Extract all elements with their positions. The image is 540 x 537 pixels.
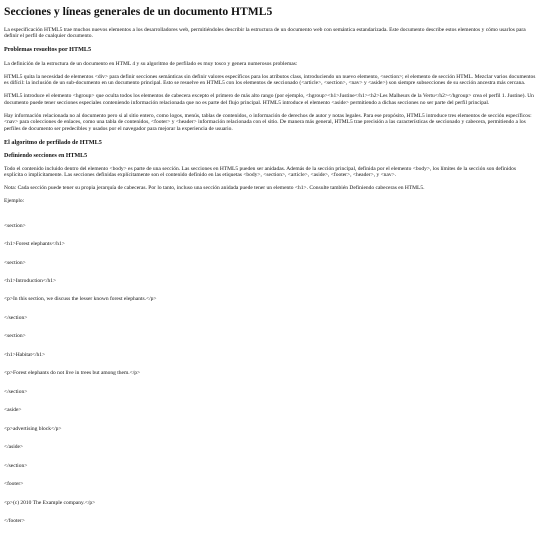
example-line-4: <h1>Introduction</h1> [4, 277, 57, 284]
example-line-3: <section> [4, 259, 26, 266]
example-line-9: <p>Forest elephants do not live in trees but among them.</p> [4, 370, 141, 377]
example-line-6: </section> [4, 314, 28, 321]
page-title: Secciones y líneas generales de un documento HTML5 [4, 5, 273, 18]
example-label: Ejemplo: [4, 197, 25, 204]
example-line-7: <section> [4, 333, 26, 340]
example-line-1: <section> [4, 222, 26, 229]
intro-paragraph: La especificación HTML5 trae muchos nuevos elementos a los desarrolladores web, permitiéndoles describir la estructura de un documento web con semántica estandarizada. Este documento describe estos elementos y cómo usarlos para definir el perfil de cualquier documento. [4, 26, 526, 40]
algorithm-note: Nota: Cada sección puede tener su propia jerarquía de cabeceras. Por lo tanto, incluso una sección anidada puede tener un elemento <h1>. Consulte también Definiendo cabeceras en HTML5. [4, 184, 425, 191]
algorithm-subheading: Definiendo secciones en HTML5 [4, 153, 88, 160]
example-line-16: <p>(c) 2010 The Example company.</p> [4, 499, 96, 506]
example-line-15: <footer> [4, 481, 24, 488]
problems-paragraph-1: La definición de la estructura de un documento en HTML 4 y su algoritmo de perfilado es muy tosco y genera numerosos problemas: [4, 60, 298, 67]
example-line-12: <p>advertising block</p> [4, 425, 62, 432]
example-line-2: <h1>Forest elephants</h1> [4, 241, 65, 248]
example-line-14: </section> [4, 462, 28, 469]
example-line-13: </aside> [4, 444, 24, 451]
example-line-17: </footer> [4, 518, 25, 525]
algorithm-heading: El algoritmo de perfilado de HTML5 [4, 139, 102, 146]
problems-paragraph-2: HTML5 quita la necesidad de elementos <div> para definir secciones semánticas sin definir valores específicos para los atributos class, introduciendo un nuevo elemento, <section>; el elemento de sección HTML. Mezclar varios documentos es difícil: la inclusión de un sub-documento en un documento principal. Esto se resuelve en HTML5 con los elementos de seccionado (<article>, <section>, <nav> y <aside>) son siempre subsecciones de su sección ancestra más cercana. [4, 73, 536, 87]
example-line-10: </section> [4, 388, 28, 395]
example-line-5: <p>In this section, we discuss the lesser known forest elephants.</p> [4, 296, 157, 303]
algorithm-paragraph: Todo el contenido incluido dentro del elemento <body> es parte de una sección. Las secciones en HTML5 pueden ser anidadas. Además de la sección principal, definida por el elemento <body>, los límites de la sección son definidos explícita o implícitamente. Las secciones definidas explícitamente son el contenido definido en las etiquetas <body>, <section>, <article>, <aside>, <footer>, <header>, y <nav>. [4, 166, 517, 179]
example-line-8: <h1>Habitat</h1> [4, 351, 46, 358]
problems-paragraph-4: Hay información relacionada no al documento pero si al sitio entero, como logos, menús, tablas de contenidos, o información de derechos de autor y notas legales. Para ese propósito, HTML5 introduce tres elementos de sección específicos: <nav> para colecciones de enlaces, como una tabla de contenidos, <footer> y <header> información relacionada con el sitio. De manera más general, HTML5 trae precisión a las características de seccionado y cabecera, permitiendo a los perfiles de documento ser predecibles y usados por el navegador para mejorar la experiencia de usuario. [4, 113, 532, 132]
problems-heading: Problemas resueltos por HTML5 [4, 46, 92, 54]
example-line-11: <aside> [4, 407, 22, 414]
problems-paragraph-3: HTML5 introduce el elemento <hgroup> que oculta todos los elementos de cabecera excepto el primero de más alto rango (por ejemplo, <hgroup><h1>Justine</h1><h2>Les Malheurs de la Vertu</h2></hgroup> crea el perfil 1. Justine). Un documento puede tener secciones especiales conteniendo información relacionada que no es parte del flujo principal. HTML5 introduce el elemento <aside> permitiendo a dichas secciones no ser parte del perfil principal. [4, 93, 534, 106]
example-code-block [4, 210, 536, 536]
